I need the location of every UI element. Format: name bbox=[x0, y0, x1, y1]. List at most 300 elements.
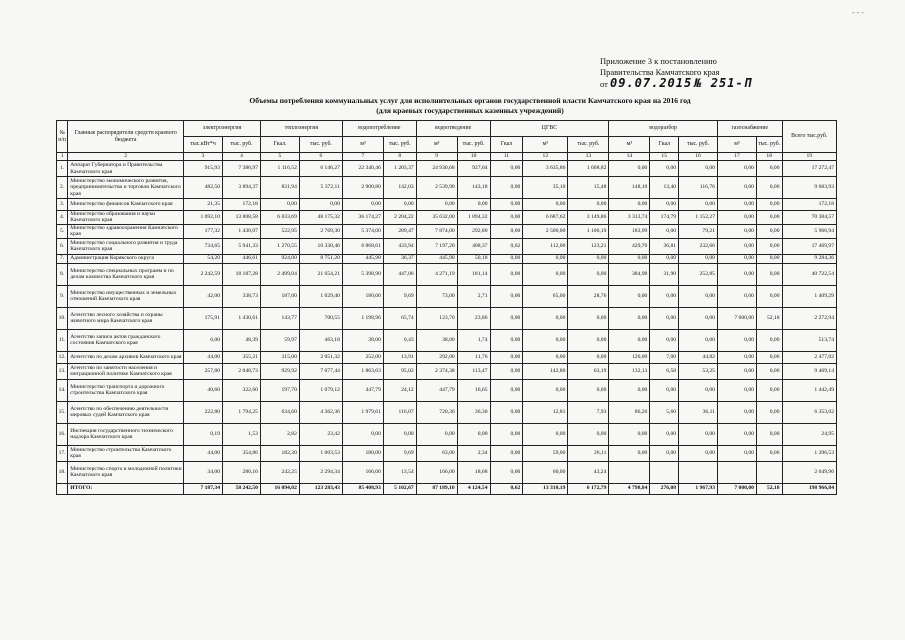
row-name: Администрация Корякского округа bbox=[68, 254, 184, 263]
table-row bbox=[57, 351, 837, 363]
row-value: 734,65 bbox=[184, 238, 223, 254]
row-value: 433,94 bbox=[383, 238, 416, 254]
row-value: 148,10 bbox=[609, 177, 650, 199]
row-number: 7. bbox=[57, 254, 68, 263]
row-value: 0,00 bbox=[650, 161, 679, 177]
row-value: 0,00 bbox=[609, 161, 650, 177]
total-value: 7 000,00 bbox=[717, 483, 756, 494]
row-name: Инспекция государственного технического надзора Камчатского края bbox=[68, 423, 184, 445]
row-value: 5 374,00 bbox=[342, 224, 383, 238]
row-value: 0,00 bbox=[260, 199, 299, 211]
row-value: 2 051,32 bbox=[299, 351, 342, 363]
row-value: 0,00 bbox=[299, 199, 342, 211]
table-row bbox=[57, 307, 837, 329]
row-value: 0,00 bbox=[568, 199, 609, 211]
row-value: 1 029,40 bbox=[299, 285, 342, 307]
row-value: 0,00 bbox=[717, 423, 756, 445]
total-value: 4 798,84 bbox=[609, 483, 650, 494]
row-value: 0,00 bbox=[523, 263, 568, 285]
appendix-line-1: Приложение 3 к постановлению bbox=[600, 56, 717, 66]
row-value: 0,00 bbox=[717, 161, 756, 177]
row-value: 280,16 bbox=[223, 461, 261, 483]
head-total: Всего тыс.руб. bbox=[782, 121, 836, 153]
row-value: 1 442,49 bbox=[782, 379, 836, 401]
row-value: 22 340,46 bbox=[342, 161, 383, 177]
row-value: 0,00 bbox=[490, 461, 523, 483]
row-value: 0,00 bbox=[568, 423, 609, 445]
row-value: 180,00 bbox=[342, 445, 383, 461]
unit-header: м³ bbox=[416, 137, 457, 153]
total-row bbox=[57, 483, 837, 494]
row-value: 52,18 bbox=[756, 307, 782, 329]
row-value bbox=[609, 461, 650, 483]
column-index: 18 bbox=[756, 153, 782, 161]
row-value: 187,00 bbox=[260, 285, 299, 307]
row-value: 0,00 bbox=[457, 199, 490, 211]
row-value: 0,00 bbox=[717, 224, 756, 238]
row-value: 0,00 bbox=[756, 161, 782, 177]
row-value: 9 469,14 bbox=[782, 363, 836, 379]
row-value: 0,00 bbox=[717, 263, 756, 285]
row-value: 13,91 bbox=[383, 351, 416, 363]
column-index: 13 bbox=[568, 153, 609, 161]
row-value: 1 894,32 bbox=[457, 211, 490, 225]
row-value: 172,18 bbox=[223, 199, 261, 211]
row-number: 10. bbox=[57, 307, 68, 329]
row-value: 116,76 bbox=[679, 177, 718, 199]
row-value: 166,00 bbox=[416, 461, 457, 483]
row-value: 1 409,29 bbox=[782, 285, 836, 307]
row-value: 222,80 bbox=[184, 401, 223, 423]
row-value: 0,00 bbox=[650, 445, 679, 461]
row-value: 0,00 bbox=[679, 379, 718, 401]
row-value: 60,00 bbox=[523, 461, 568, 483]
unit-header: тыс. руб. bbox=[568, 137, 609, 153]
group-water-intake: водоразбор bbox=[609, 121, 718, 137]
row-value: 24,95 bbox=[782, 423, 836, 445]
row-value: 0,00 bbox=[679, 199, 718, 211]
row-value: 0,00 bbox=[383, 199, 416, 211]
table-row bbox=[57, 445, 837, 461]
row-value: 0,00 bbox=[650, 379, 679, 401]
row-value: 257,80 bbox=[184, 363, 223, 379]
row-value: 1 794,25 bbox=[223, 401, 261, 423]
row-value: 0,00 bbox=[717, 329, 756, 351]
scan-mark: - - - bbox=[852, 8, 864, 17]
column-index: 11 bbox=[490, 153, 523, 161]
row-value: 1,74 bbox=[457, 329, 490, 351]
row-value: 0,00 bbox=[717, 363, 756, 379]
row-number: 4. bbox=[57, 211, 68, 225]
row-value: 0,00 bbox=[490, 199, 523, 211]
row-value: 354,86 bbox=[223, 445, 261, 461]
total-value: 198 966,84 bbox=[782, 483, 836, 494]
row-value: 831,94 bbox=[260, 177, 299, 199]
total-value: 13 310,19 bbox=[523, 483, 568, 494]
row-value: 180,00 bbox=[342, 285, 383, 307]
row-number: 6. bbox=[57, 238, 68, 254]
row-value: 0,00 bbox=[490, 379, 523, 401]
row-value: 59,00 bbox=[523, 445, 568, 461]
row-value: 2 539,90 bbox=[416, 177, 457, 199]
row-number: 5. bbox=[57, 224, 68, 238]
row-value: 2 477,02 bbox=[782, 351, 836, 363]
row-value: 252,00 bbox=[342, 351, 383, 363]
table-row bbox=[57, 161, 837, 177]
group-water-supply: водопотребление bbox=[342, 121, 416, 137]
row-value: 0,00 bbox=[490, 254, 523, 263]
total-value: 16 094,02 bbox=[260, 483, 299, 494]
table-row bbox=[57, 401, 837, 423]
row-value: 6 146,27 bbox=[299, 161, 342, 177]
row-value: 446,61 bbox=[223, 254, 261, 263]
row-value: 0,00 bbox=[490, 224, 523, 238]
row-value: 36,37 bbox=[383, 254, 416, 263]
row-value: 232,66 bbox=[679, 238, 718, 254]
row-value: 54,20 bbox=[184, 254, 223, 263]
row-value: 0,00 bbox=[490, 285, 523, 307]
row-value: 2,71 bbox=[457, 285, 490, 307]
row-value: 2 769,30 bbox=[299, 224, 342, 238]
total-label: ИТОГО: bbox=[68, 483, 184, 494]
row-value: 0,00 bbox=[416, 199, 457, 211]
row-value: 2 272,94 bbox=[782, 307, 836, 329]
row-value: 0,00 bbox=[650, 224, 679, 238]
total-value: 4 124,54 bbox=[457, 483, 490, 494]
row-value: 0,00 bbox=[679, 254, 718, 263]
row-value: 112,00 bbox=[523, 238, 568, 254]
row-value: 0,00 bbox=[568, 351, 609, 363]
row-value: 34,00 bbox=[184, 461, 223, 483]
row-value: 447,79 bbox=[342, 379, 383, 401]
total-value: 0,62 bbox=[490, 483, 523, 494]
row-value bbox=[717, 461, 756, 483]
row-value: 2 294,34 bbox=[299, 461, 342, 483]
row-value: 445,90 bbox=[342, 254, 383, 263]
row-value: 182,30 bbox=[260, 445, 299, 461]
row-value: 36,30 bbox=[457, 401, 490, 423]
row-value: 0,00 bbox=[679, 329, 718, 351]
unit-header: тыс. руб. bbox=[223, 137, 261, 153]
row-value: 53,25 bbox=[679, 363, 718, 379]
row-value: 2 204,22 bbox=[383, 211, 416, 225]
row-value: 2 900,80 bbox=[342, 177, 383, 199]
group-hot-water: ЦГВС bbox=[490, 121, 609, 137]
row-value: 915,93 bbox=[184, 161, 223, 177]
row-value: 7,00 bbox=[650, 351, 679, 363]
total-value: 6 172,79 bbox=[568, 483, 609, 494]
row-value: 86,20 bbox=[609, 401, 650, 423]
row-value: 1 116,52 bbox=[260, 161, 299, 177]
row-value: 0,00 bbox=[609, 199, 650, 211]
table-row bbox=[57, 461, 837, 483]
row-value: 24 930,68 bbox=[416, 161, 457, 177]
appendix-line-2: Правительства Камчатского края bbox=[600, 67, 720, 77]
row-value: 0,00 bbox=[609, 379, 650, 401]
total-value: 52,18 bbox=[756, 483, 782, 494]
row-number: 17. bbox=[57, 445, 68, 461]
row-value: 35 632,00 bbox=[416, 211, 457, 225]
row-value: 44,00 bbox=[184, 351, 223, 363]
row-value: 2 649,96 bbox=[782, 461, 836, 483]
column-index: 9 bbox=[416, 153, 457, 161]
row-value: 0,00 bbox=[756, 401, 782, 423]
row-value: 447,06 bbox=[383, 263, 416, 285]
row-value: 445,90 bbox=[416, 254, 457, 263]
row-value: 315,00 bbox=[260, 351, 299, 363]
row-value bbox=[650, 461, 679, 483]
row-value: 181,14 bbox=[457, 263, 490, 285]
row-value: 0,00 bbox=[523, 329, 568, 351]
row-value: 242,25 bbox=[260, 461, 299, 483]
row-number: 16. bbox=[57, 423, 68, 445]
row-value bbox=[679, 461, 718, 483]
total-value: 5 102,67 bbox=[383, 483, 416, 494]
unit-header: м³ bbox=[609, 137, 650, 153]
row-number: 13. bbox=[57, 363, 68, 379]
row-value: 0,00 bbox=[523, 379, 568, 401]
row-name: Министерство образования и науки Камчатского края bbox=[68, 211, 184, 225]
row-value: 0,00 bbox=[679, 445, 718, 461]
row-value: 142,03 bbox=[383, 177, 416, 199]
row-value: 1 979,61 bbox=[342, 401, 383, 423]
row-value: 929,92 bbox=[260, 363, 299, 379]
row-value: 0,00 bbox=[679, 307, 718, 329]
row-value: 0,00 bbox=[383, 423, 416, 445]
column-index: 8 bbox=[383, 153, 416, 161]
row-value: 700,55 bbox=[299, 307, 342, 329]
row-value: 0,00 bbox=[756, 363, 782, 379]
row-value: 7 874,00 bbox=[416, 224, 457, 238]
total-value: 1 967,93 bbox=[679, 483, 718, 494]
row-value: 0,00 bbox=[490, 177, 523, 199]
row-value: 63,19 bbox=[568, 363, 609, 379]
row-value: 0,00 bbox=[756, 177, 782, 199]
row-name: Министерство спорта и молодежной политики Камчатского края bbox=[68, 461, 184, 483]
table-row bbox=[57, 224, 837, 238]
row-value: 0,00 bbox=[717, 401, 756, 423]
row-value: 513,74 bbox=[782, 329, 836, 351]
row-value: 429,70 bbox=[609, 238, 650, 254]
table-row bbox=[57, 379, 837, 401]
row-value: 1 430,07 bbox=[223, 224, 261, 238]
row-value: 0,00 bbox=[650, 285, 679, 307]
row-name: Министерство специальных программ и по делам казачества Камчатского края bbox=[68, 263, 184, 285]
row-value: 7 000,00 bbox=[717, 307, 756, 329]
row-value: 1 152,27 bbox=[679, 211, 718, 225]
row-value: 36,81 bbox=[650, 238, 679, 254]
row-value: 0,00 bbox=[756, 211, 782, 225]
row-name: Агентство записи актов гражданского состояния Камчатского края bbox=[68, 329, 184, 351]
row-value: 0,00 bbox=[490, 423, 523, 445]
row-value: 120,00 bbox=[609, 351, 650, 363]
unit-header: м³ bbox=[523, 137, 568, 153]
row-value: 0,00 bbox=[490, 445, 523, 461]
row-value: 2,82 bbox=[260, 423, 299, 445]
row-value: 7 197,20 bbox=[416, 238, 457, 254]
row-name: Агентство по делам архивов Камчатского края bbox=[68, 351, 184, 363]
row-value: 132,13 bbox=[609, 363, 650, 379]
row-value: 42,00 bbox=[184, 285, 223, 307]
unit-header: тыс.кВт*ч bbox=[184, 137, 223, 153]
row-value: 175,91 bbox=[184, 307, 223, 329]
row-value: 0,43 bbox=[383, 329, 416, 351]
row-value: 113,47 bbox=[457, 363, 490, 379]
row-value: 5 372,11 bbox=[299, 177, 342, 199]
row-value: 1 608,82 bbox=[568, 161, 609, 177]
table-row bbox=[57, 238, 837, 254]
row-value: 11,76 bbox=[457, 351, 490, 363]
row-value: 2 499,04 bbox=[260, 263, 299, 285]
row-value: 40,60 bbox=[184, 379, 223, 401]
title-line-2: (для краевых государственных казенных учреждений) bbox=[376, 106, 564, 115]
row-value: 13,54 bbox=[383, 461, 416, 483]
row-value: 5 966,94 bbox=[782, 224, 836, 238]
row-value: 123,21 bbox=[568, 238, 609, 254]
row-value: 23,42 bbox=[299, 423, 342, 445]
row-value: 197,70 bbox=[260, 379, 299, 401]
row-value: 0,00 bbox=[679, 423, 718, 445]
appendix-date: 09.07.2015 bbox=[609, 76, 693, 90]
row-value: 0,00 bbox=[523, 199, 568, 211]
row-value: 0,00 bbox=[342, 199, 383, 211]
row-value: 142,80 bbox=[523, 363, 568, 379]
row-number: 9. bbox=[57, 285, 68, 307]
row-value: 0,00 bbox=[490, 161, 523, 177]
row-value: 0,00 bbox=[523, 351, 568, 363]
row-value: 522,95 bbox=[260, 224, 299, 238]
group-heat: теплоэнергия bbox=[260, 121, 342, 137]
row-value: 1 203,37 bbox=[383, 161, 416, 177]
row-value: 0,00 bbox=[457, 423, 490, 445]
appendix-line-3 bbox=[600, 78, 820, 90]
row-value: 9 683,93 bbox=[782, 177, 836, 199]
row-value: 0,00 bbox=[490, 363, 523, 379]
unit-header: м³ bbox=[342, 137, 383, 153]
unit-header: м³ bbox=[717, 137, 756, 153]
row-value: 0,00 bbox=[756, 254, 782, 263]
unit-header: тыс. руб. bbox=[756, 137, 782, 153]
row-value: 0,00 bbox=[523, 423, 568, 445]
row-value: 1 430,61 bbox=[223, 307, 261, 329]
row-value: 6 033,69 bbox=[260, 211, 299, 225]
row-value: 0,00 bbox=[342, 423, 383, 445]
row-value: 174,79 bbox=[650, 211, 679, 225]
row-value: 3 635,86 bbox=[523, 161, 568, 177]
row-number: 12. bbox=[57, 351, 68, 363]
table-row bbox=[57, 285, 837, 307]
row-value: 143,77 bbox=[260, 307, 299, 329]
row-value: 48,39 bbox=[223, 329, 261, 351]
head-no: № п/п bbox=[57, 121, 68, 153]
row-value: 13 808,58 bbox=[223, 211, 261, 225]
row-value: 0,00 bbox=[568, 329, 609, 351]
unit-header: Гкал bbox=[650, 137, 679, 153]
row-value: 1 396,53 bbox=[782, 445, 836, 461]
row-value: 70 384,57 bbox=[782, 211, 836, 225]
unit-header: тыс. руб. bbox=[679, 137, 718, 153]
row-value: 28,76 bbox=[568, 285, 609, 307]
row-value: 17 272,47 bbox=[782, 161, 836, 177]
row-value: 0,00 bbox=[650, 199, 679, 211]
column-index: 6 bbox=[299, 153, 342, 161]
row-value: 408,37 bbox=[457, 238, 490, 254]
unit-header: Гкал bbox=[490, 137, 523, 153]
row-value: 38,00 bbox=[416, 329, 457, 351]
table-row bbox=[57, 254, 837, 263]
row-value: 9,69 bbox=[383, 285, 416, 307]
row-value: 0,00 bbox=[416, 423, 457, 445]
row-name: Агентство лесного хозяйства и охраны животного мира Камчатского края bbox=[68, 307, 184, 329]
unit-header: тыс. руб. bbox=[383, 137, 416, 153]
table-row bbox=[57, 363, 837, 379]
unit-header: Гкал. bbox=[260, 137, 299, 153]
row-name: Министерство экономического развития, предпринимательства и торговли Камчатского края bbox=[68, 177, 184, 199]
row-value: 0,00 bbox=[568, 379, 609, 401]
row-value: 322,60 bbox=[223, 379, 261, 401]
row-value: 292,80 bbox=[457, 224, 490, 238]
row-value: 3 149,86 bbox=[568, 211, 609, 225]
row-name: Министерство здравоохранения Камчатского края bbox=[68, 224, 184, 238]
row-name: Министерство строительства Камчатского края bbox=[68, 445, 184, 461]
row-value: 0,00 bbox=[717, 351, 756, 363]
row-value: 43,24 bbox=[568, 461, 609, 483]
total-value: 85 408,93 bbox=[342, 483, 383, 494]
row-value: 0,00 bbox=[609, 423, 650, 445]
row-value: 36,11 bbox=[679, 401, 718, 423]
table-row bbox=[57, 211, 837, 225]
row-value: 73,00 bbox=[416, 285, 457, 307]
row-value: 0,00 bbox=[650, 329, 679, 351]
group-gas: газоснабжение bbox=[717, 121, 782, 137]
column-index: 12 bbox=[523, 153, 568, 161]
appendix-date-prefix: от bbox=[600, 79, 608, 89]
row-value: 252,85 bbox=[679, 263, 718, 285]
row-value: 1 079,12 bbox=[299, 379, 342, 401]
row-value: 10 330,46 bbox=[299, 238, 342, 254]
row-value: 3 894,37 bbox=[223, 177, 261, 199]
total-value: 87 189,10 bbox=[416, 483, 457, 494]
column-index: 16 bbox=[679, 153, 718, 161]
row-value: 0,00 bbox=[609, 307, 650, 329]
row-value: 1,53 bbox=[223, 423, 261, 445]
column-index: 17 bbox=[717, 153, 756, 161]
row-value: 116,07 bbox=[383, 401, 416, 423]
row-value: 2 048,73 bbox=[223, 363, 261, 379]
row-number: 2. bbox=[57, 177, 68, 199]
column-index: 4 bbox=[223, 153, 261, 161]
row-value: 0,00 bbox=[490, 211, 523, 225]
row-value: 18,68 bbox=[457, 461, 490, 483]
column-index: 10 bbox=[457, 153, 490, 161]
column-index: 2 bbox=[68, 153, 184, 161]
row-value: 24,12 bbox=[383, 379, 416, 401]
row-value: 18 187,28 bbox=[223, 263, 261, 285]
row-value: 355,21 bbox=[223, 351, 261, 363]
unit-header: тыс. руб. bbox=[299, 137, 342, 153]
group-electricity: электроэнергия bbox=[184, 121, 261, 137]
title-line-1: Объемы потребления коммунальных услуг для исполнительных органов государственной власти Камчатского края на 2016 год bbox=[249, 96, 691, 105]
row-value: 63,00 bbox=[416, 445, 457, 461]
row-value: 0,00 bbox=[609, 445, 650, 461]
row-value: 0,00 bbox=[490, 263, 523, 285]
row-name: Министерство социального развития и труда Камчатского края bbox=[68, 238, 184, 254]
row-value: 1 003,53 bbox=[299, 445, 342, 461]
row-value: 463,18 bbox=[299, 329, 342, 351]
row-value: 924,00 bbox=[260, 254, 299, 263]
row-number: 8. bbox=[57, 263, 68, 285]
column-index: 14 bbox=[609, 153, 650, 161]
